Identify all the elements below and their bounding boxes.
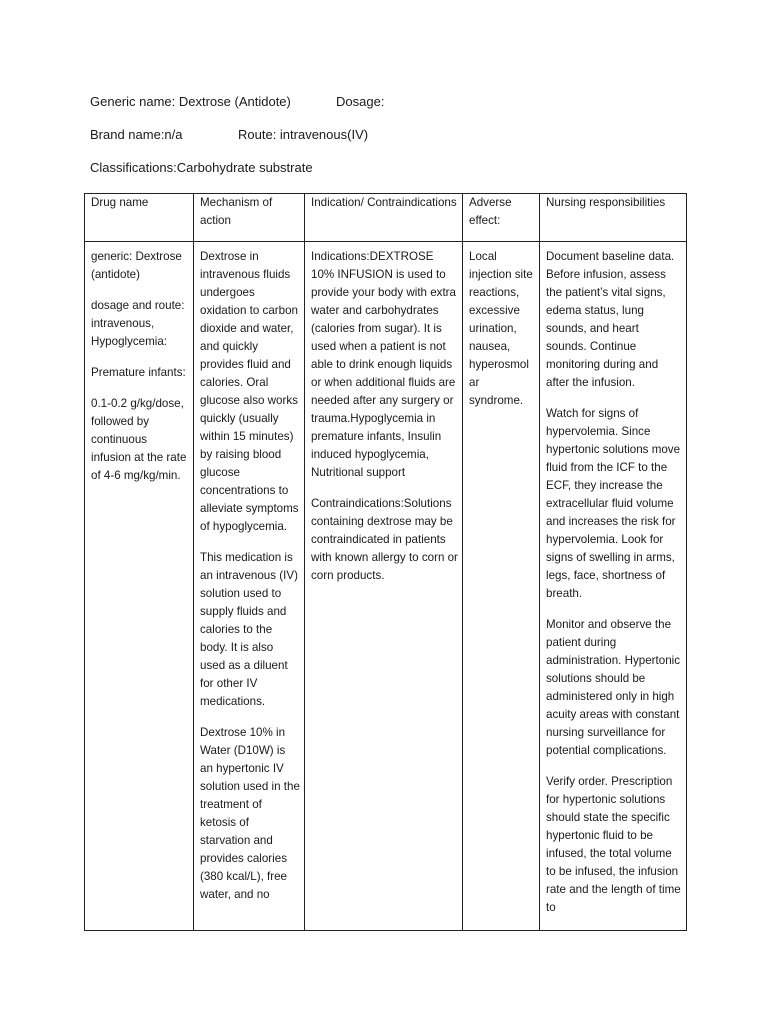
header-mechanism: Mechanism of action <box>194 194 305 242</box>
drug-name-paragraph: dosage and route: intravenous, Hypoglycemia: <box>91 299 185 348</box>
brand-name-label: Brand name:n/a <box>90 127 183 142</box>
contraindications-paragraph: Contraindications:Solutions containing dextrose may be contraindicated in patients with known allergy to corn or corn products. <box>311 497 458 582</box>
header-nursing: Nursing responsibilities <box>540 194 687 242</box>
mechanism-cell <box>194 242 305 931</box>
adverse-effect-cell <box>463 242 540 931</box>
header-adverse-effect: Adverse effect: <box>463 194 540 242</box>
drug-name-paragraph: 0.1-0.2 g/kg/dose, followed by continuous infusion at the rate of 4-6 mg/kg/min. <box>91 397 187 482</box>
nursing-paragraph: Document baseline data. Before infusion, assess the patient’s vital signs, edema status, lung sounds, and heart sounds. Continue monitoring during and after the infusion. <box>546 250 675 389</box>
route-label: Route: intravenous(IV) <box>238 127 369 142</box>
dosage-label: Dosage: <box>336 94 385 109</box>
drug-name-paragraph: Premature infants: <box>91 366 186 379</box>
mechanism-paragraph: Dextrose in intravenous fluids undergoes oxidation to carbon dioxide and water, and quickly provides fluid and calories. Oral glucose also works quickly (usually within 15 minutes) by raising blood glucose concentrations to alleviate symptoms of hypoglycemia. <box>200 250 299 533</box>
generic-name-label: Generic name: Dextrose (Antidote) <box>90 94 291 109</box>
nursing-paragraph: Monitor and observe the patient during administration. Hypertonic solutions should be administered only in high acuity areas with constant nursing surveillance for potential complications. <box>546 618 681 757</box>
nursing-paragraph: Watch for signs of hypervolemia. Since hypertonic solutions move fluid from the ICF to the ECF, they increase the extracellular fluid volume and increases the risk for hypervolemia. Look for signs of swelling in arms, legs, face, shortness of breath. <box>546 407 681 600</box>
adverse-effect-paragraph: Local injection site reactions, excessive urination, nausea, hyperosmol ar syndrome. <box>469 250 533 407</box>
classification-label: Classifications:Carbohydrate substrate <box>90 160 313 175</box>
table-header-row <box>85 194 687 242</box>
drug-name-paragraph: generic: Dextrose (antidote) <box>91 250 182 281</box>
drug-name-cell <box>85 242 194 931</box>
nursing-cell <box>540 242 687 931</box>
mechanism-paragraph: This medication is an intravenous (IV) solution used to supply fluids and calories to the body. It is also used as a diluent for other IV medications. <box>200 551 298 708</box>
mechanism-paragraph: Dextrose 10% in Water (D10W) is an hypertonic IV solution used in the treatment of ketosis of starvation and provides calories (380 kcal/L), free water, and no <box>200 726 300 901</box>
nursing-paragraph: Verify order. Prescription for hypertonic solutions should state the specific hypertonic fluid to be infused, the total volume to be infused, the infusion rate and the length of time to <box>546 775 681 914</box>
header-indications: Indication/ Contraindications <box>305 194 463 242</box>
drug-study-table <box>84 193 687 931</box>
indications-cell <box>305 242 463 931</box>
table-row <box>85 242 687 931</box>
indications-paragraph: Indications:DEXTROSE 10% INFUSION is used to provide your body with extra water and carbohydrates (calories from sugar). It is used when a patient is not able to drink enough liquids or when additional fluids are needed after any surgery or trauma.Hypoglycemia in premature infants, Insulin induced hypoglycemia, Nutritional support <box>311 250 456 479</box>
header-drug-name: Drug name <box>85 194 194 242</box>
